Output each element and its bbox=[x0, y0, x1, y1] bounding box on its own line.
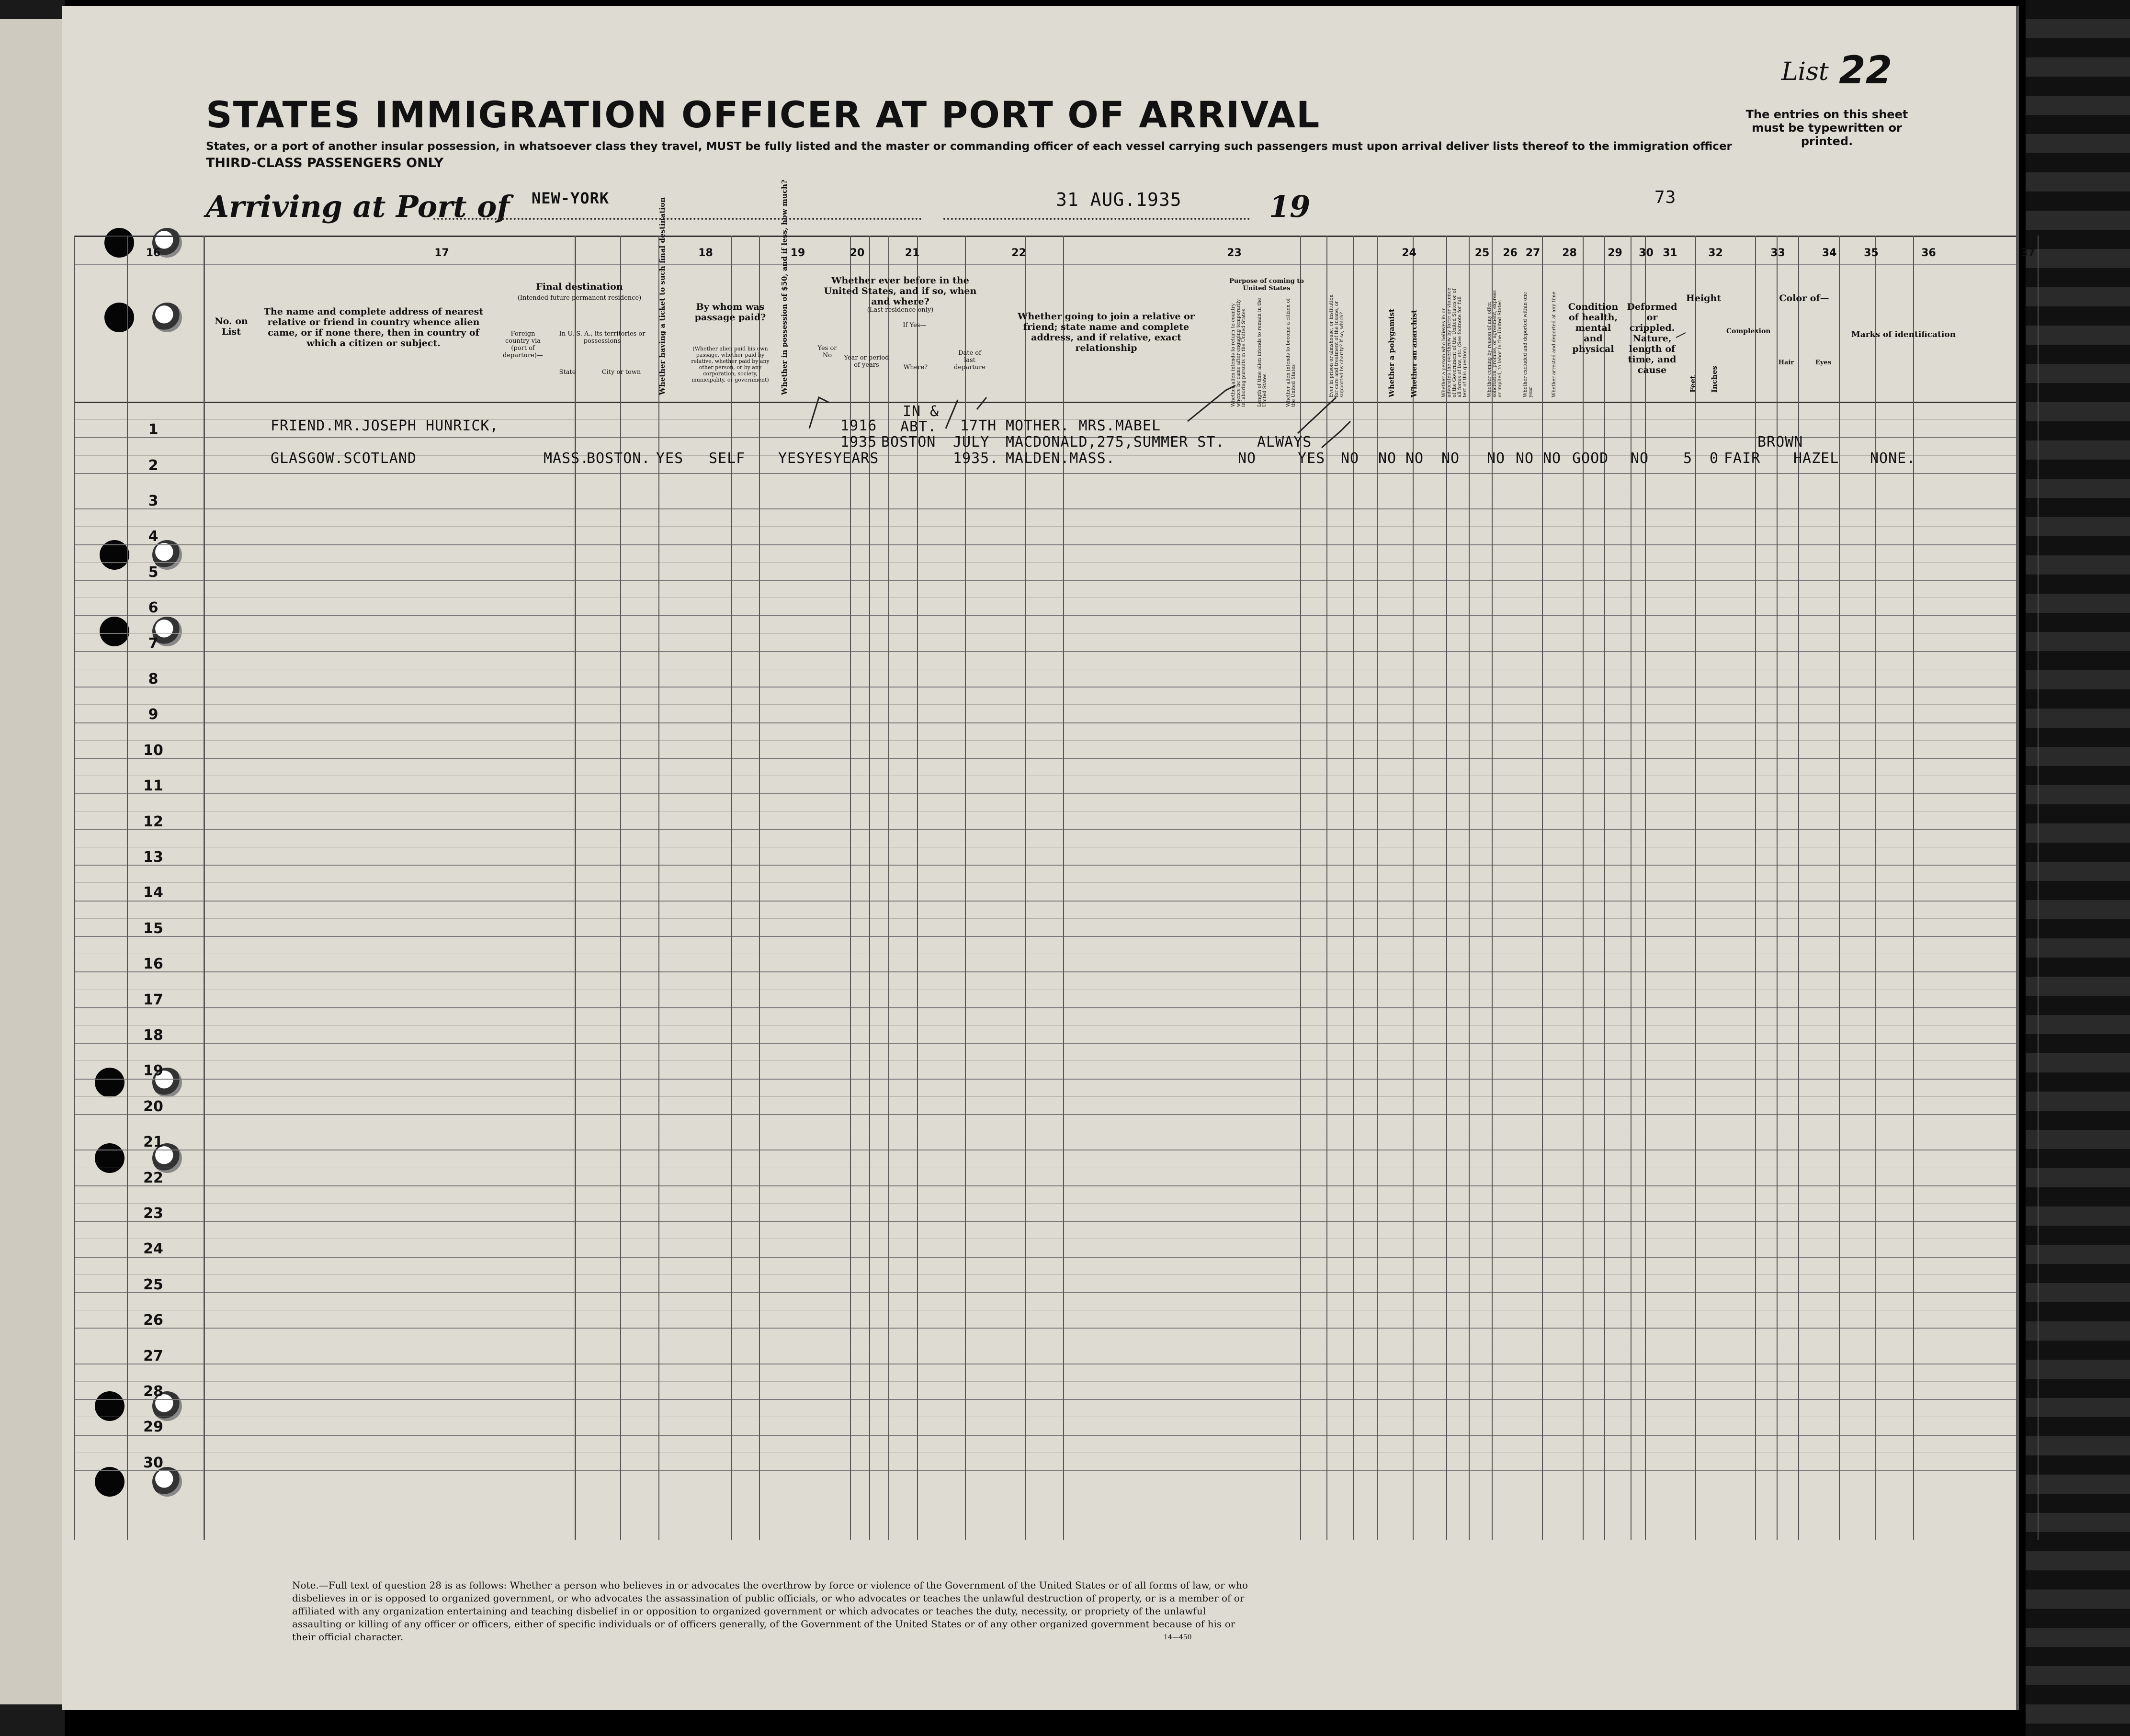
col23-header: Whether going to join a relative or friend; state name and complete address, and if relative, exact relationship bbox=[1018, 311, 1195, 353]
col32-header: Condition of health, mental and physical bbox=[1568, 302, 1619, 354]
row-rule bbox=[74, 758, 2016, 759]
entry-citizen-intent: YES bbox=[1298, 450, 1326, 467]
page-title: STATES IMMIGRATION OFFICER AT PORT OF ARRIVAL bbox=[206, 93, 1321, 136]
col28-header: Whether a person who believes in or advocates the overthrow by force or violence of the Government of the United States or of all forms of law, etc. (See footnote for full text of this question) bbox=[1441, 287, 1468, 397]
row-rule bbox=[74, 580, 2016, 581]
row-half-rule bbox=[74, 1025, 2016, 1026]
citizen-intent-header: Whether alien intends to become a citizen of the United States bbox=[1286, 298, 1296, 407]
row-number: 30 bbox=[143, 1454, 163, 1471]
entry-before: YES bbox=[805, 450, 833, 467]
row-rule bbox=[74, 651, 2016, 652]
row-rule bbox=[74, 1292, 2016, 1293]
column-number: 23 bbox=[1227, 247, 1242, 259]
row-number: 10 bbox=[143, 742, 163, 759]
col27-header: Whether an anarchist bbox=[1410, 309, 1418, 397]
row-number: 22 bbox=[143, 1169, 163, 1186]
city-header: City or town bbox=[601, 369, 641, 376]
row-number: 14 bbox=[143, 884, 163, 902]
column-number: 20 bbox=[850, 247, 865, 259]
departure-header: Date of last departure bbox=[954, 349, 986, 371]
column-number: 32 bbox=[1708, 247, 1723, 259]
form-number: 14—450 bbox=[1164, 1634, 1192, 1641]
column-number: 31 bbox=[1663, 247, 1677, 259]
return-intent-header: Whether alien intends to return to country whence he came after engaging temporarily in laboring pursuits in the United States bbox=[1231, 299, 1246, 407]
column-number: 26 bbox=[1503, 247, 1518, 259]
row-rule bbox=[74, 936, 2016, 937]
column-number: 22 bbox=[1011, 247, 1026, 259]
entry-departure-3: 1935. bbox=[953, 450, 999, 467]
year-prefix: 19 bbox=[1269, 189, 1311, 224]
entry-period-2: 1935 bbox=[840, 434, 877, 451]
row-number: 6 bbox=[148, 599, 159, 617]
col20-subheader: (Whether alien paid his own passage, whether paid by relative, whether paid by any other person, or by any corporation, society, municipality, or government) bbox=[691, 346, 770, 383]
row-half-rule bbox=[74, 1381, 2016, 1382]
entry-period-1: 1916 bbox=[840, 417, 877, 434]
eyes-header: Eyes bbox=[1815, 359, 1832, 366]
row-number: 1 bbox=[148, 421, 159, 439]
row-rule bbox=[74, 1114, 2016, 1115]
row-rule bbox=[74, 1185, 2016, 1186]
row-number: 19 bbox=[143, 1062, 163, 1080]
col18-header: Final destination bbox=[536, 282, 623, 292]
footnote-question-28: Note.—Full text of question 28 is as follows: Whether a person who believes in or advocates the overthrow by force or violence of the Government of the United States or of all forms of law, or who disbelieves in or is opposed to organized government, or who advocates the assassination of public officials, or who advocates or teaches the unlawful destruction of property, or is a member of or affiliated with any organization entertaining and teaching disbelief in or opposition to organized government or which advocates or teaches the duty, necessity, or propriety of the unlawful assaulting or killing of any officer or officers, either of specific individuals or of officers generally, of the Government of the United States or of any other organized government because of his or their official character. bbox=[292, 1579, 1248, 1643]
column-number: 17 bbox=[434, 247, 449, 259]
col33-header: Deformed or crippled. Nature, length of time, and cause bbox=[1627, 302, 1677, 375]
length-stay-header: Length of time alien intends to remain in the United States bbox=[1257, 298, 1268, 407]
col37-header: Marks of identification bbox=[1851, 330, 1956, 339]
row-number: 23 bbox=[143, 1205, 163, 1222]
row-half-rule bbox=[74, 633, 2016, 634]
list-label: List bbox=[1781, 57, 1829, 86]
row-number: 8 bbox=[148, 671, 159, 688]
port-value: NEW-YORK bbox=[532, 189, 610, 207]
row-rule bbox=[74, 544, 2016, 545]
row-rule bbox=[74, 1399, 2016, 1400]
col31-header: Whether arrested and deported at any time bbox=[1552, 291, 1557, 397]
row-number: 5 bbox=[148, 564, 159, 581]
hair-header: Hair bbox=[1778, 359, 1794, 366]
entry-health: GOOD bbox=[1572, 450, 1609, 467]
typewritten-note: The entries on this sheet must be typewritten or printed. bbox=[1745, 108, 1908, 148]
entry-complexion: FAIR bbox=[1724, 450, 1761, 467]
row-number: 24 bbox=[143, 1240, 163, 1258]
row-half-rule bbox=[74, 526, 2016, 527]
inches-header: Inches bbox=[1710, 366, 1719, 393]
column-number: 18 bbox=[698, 247, 713, 259]
if-yes-header: If Yes— bbox=[903, 322, 927, 329]
col18-subheader: (Intended future permanent residence) bbox=[517, 294, 642, 302]
col36-header: Color of— bbox=[1779, 293, 1829, 304]
row-number: 7 bbox=[148, 635, 159, 652]
entry-q30: NO bbox=[1516, 450, 1534, 467]
row-number: 28 bbox=[143, 1383, 163, 1400]
column-number: 29 bbox=[1608, 247, 1622, 259]
row-number: 21 bbox=[143, 1134, 163, 1151]
row-number: 3 bbox=[148, 493, 159, 509]
col34-header: Height bbox=[1686, 293, 1722, 304]
row-number: 18 bbox=[143, 1027, 163, 1044]
row-number: 9 bbox=[148, 706, 159, 723]
foreign-country-header: Foreign country via (port of departure)— bbox=[503, 330, 543, 359]
entry-paid-by: SELF bbox=[709, 450, 746, 467]
row-rule bbox=[74, 1043, 2016, 1044]
row-rule bbox=[74, 865, 2016, 866]
row-number: 4 bbox=[148, 528, 159, 545]
row-half-rule bbox=[74, 1096, 2016, 1097]
entry-hair: BROWN bbox=[1757, 434, 1803, 451]
header-instructions: States, or a port of another insular possession, in whatsoever class they travel, MUST be fully listed and the master or commanding officer of each vessel carrying such passengers must upon arrival deliver lists thereof to the immigration officer bbox=[206, 140, 1732, 153]
col30-header: Whether excluded and deported within one year bbox=[1523, 292, 1533, 397]
row-half-rule bbox=[74, 740, 2016, 741]
row-half-rule bbox=[74, 562, 2016, 563]
entry-return-intent: NO bbox=[1238, 450, 1257, 467]
row-number: 11 bbox=[143, 778, 163, 795]
row-half-rule bbox=[74, 704, 2016, 705]
col22-subheader: (Last residence only) bbox=[867, 306, 934, 314]
row-number: 26 bbox=[143, 1312, 163, 1329]
col26-header: Whether a polygamist bbox=[1387, 309, 1396, 397]
col22-header: Whether ever before in the United States, and if so, when and where? bbox=[824, 275, 977, 307]
row-number: 17 bbox=[143, 991, 163, 1008]
column-number: 37 bbox=[2020, 247, 2036, 259]
column-number: 33 bbox=[1770, 247, 1785, 259]
column-number: 16 bbox=[146, 247, 161, 259]
row-rule bbox=[74, 687, 2016, 688]
column-number: 28 bbox=[1562, 247, 1577, 259]
column-number: 27 bbox=[1525, 247, 1541, 259]
relative-line1: FRIEND.MR.JOSEPH HUNRICK, bbox=[271, 417, 499, 434]
entry-city: BOSTON. bbox=[587, 450, 651, 467]
col24-header: Purpose of coming to United States bbox=[1229, 278, 1304, 292]
where-header: Where? bbox=[903, 364, 928, 371]
col19-header: Whether having a ticket to such final destination bbox=[658, 197, 667, 395]
row-rule bbox=[74, 722, 2016, 723]
entry-prison: NO bbox=[1341, 450, 1360, 467]
entry-where-2: ABT. bbox=[900, 418, 937, 435]
row-rule bbox=[74, 1079, 2016, 1080]
row-rule bbox=[74, 1328, 2016, 1329]
col29-header: Whether coming by reason of any offer, solicitation, promise, or agreement, express or implied, to labor in the United States bbox=[1487, 290, 1503, 397]
entry-period-3: YEARS bbox=[833, 450, 879, 467]
entry-join-3: MALDEN.MASS. bbox=[1006, 450, 1115, 467]
page-number: 73 bbox=[1654, 188, 1677, 207]
row-rule bbox=[74, 615, 2016, 616]
row-rule bbox=[74, 1435, 2016, 1436]
col21-header: Whether in possession of $50, and if less, how much? bbox=[780, 180, 789, 395]
row-rule bbox=[74, 1470, 2016, 1471]
row-number: 25 bbox=[143, 1276, 163, 1293]
arriving-label: Arriving at Port of bbox=[206, 189, 510, 224]
entry-state: MASS. bbox=[544, 450, 589, 467]
column-number: 34 bbox=[1822, 247, 1837, 259]
entry-money: YES bbox=[778, 450, 806, 467]
yes-no-header: Yes or No bbox=[817, 345, 837, 359]
entry-departure-2: JULY bbox=[953, 434, 990, 451]
list-number: 22 bbox=[1839, 48, 1892, 92]
row-number: 13 bbox=[143, 849, 163, 866]
class-label: THIRD-CLASS PASSENGERS ONLY bbox=[206, 156, 444, 170]
entry-q31: NO bbox=[1543, 450, 1562, 467]
entry-departure-1: 17TH bbox=[960, 417, 997, 434]
entry-where-3: BOSTON bbox=[881, 434, 936, 451]
row-half-rule bbox=[74, 1203, 2016, 1204]
row-number: 15 bbox=[143, 920, 163, 937]
entry-join-1: MOTHER. MRS.MABEL bbox=[1006, 417, 1161, 434]
column-number: 21 bbox=[905, 247, 920, 259]
entry-eyes: HAZEL bbox=[1793, 450, 1839, 467]
entry-q29: NO bbox=[1487, 450, 1506, 467]
entry-marks: NONE. bbox=[1870, 450, 1916, 467]
row-rule bbox=[74, 1221, 2016, 1222]
column-number: 24 bbox=[1402, 247, 1416, 259]
row-half-rule bbox=[74, 882, 2016, 883]
row-rule bbox=[74, 508, 2016, 509]
check-marks bbox=[0, 0, 2130, 479]
row-rule bbox=[74, 1257, 2016, 1258]
row-number: 27 bbox=[143, 1347, 163, 1364]
entry-where-1: IN & bbox=[903, 403, 940, 420]
entry-length-stay: ALWAYS bbox=[1257, 434, 1312, 451]
entry-anarchist: NO bbox=[1405, 450, 1424, 467]
row-half-rule bbox=[74, 1274, 2016, 1275]
row-number: 20 bbox=[143, 1098, 163, 1115]
row-number: 16 bbox=[143, 956, 163, 973]
entry-ticket: YES bbox=[656, 450, 684, 467]
row-half-rule bbox=[74, 597, 2016, 598]
row-rule bbox=[74, 1007, 2016, 1008]
row-number: 29 bbox=[143, 1419, 163, 1436]
state-header: State bbox=[559, 369, 576, 376]
entry-deformed: NO bbox=[1631, 450, 1649, 467]
row-rule bbox=[74, 901, 2016, 902]
column-number: 35 bbox=[1864, 247, 1879, 259]
row-rule bbox=[74, 793, 2016, 794]
in-usa-header: In U. S. A., its territories or possessions bbox=[559, 330, 646, 345]
row-half-rule bbox=[74, 1060, 2016, 1061]
row-number: 2 bbox=[148, 457, 159, 474]
column-number: 36 bbox=[1921, 247, 1936, 259]
entry-join-2: MACDONALD,275,SUMMER ST. bbox=[1006, 434, 1225, 451]
column-number: 30 bbox=[1639, 247, 1654, 259]
column-number: 19 bbox=[790, 247, 805, 259]
period-header: Year or period of years bbox=[844, 354, 889, 369]
relative-line2: GLASGOW.SCOTLAND bbox=[271, 450, 417, 467]
entry-inches: 0 bbox=[1710, 450, 1719, 467]
col16-header: No. on List bbox=[215, 316, 248, 337]
col17-header: The name and complete address of nearest relative or friend in country whence alien came, or if none there, then in country of which a citizen or subject. bbox=[263, 306, 484, 349]
col20-header: By whom was passage paid? bbox=[694, 302, 766, 323]
feet-header: Feet bbox=[1688, 375, 1697, 393]
col25-header: Ever in prison or almshouse, or institution for care and treatment of the insane, or supported by charity? If so, which? bbox=[1329, 294, 1345, 397]
row-number: 12 bbox=[143, 813, 163, 830]
entry-q28: NO bbox=[1441, 450, 1460, 467]
row-rule bbox=[74, 829, 2016, 830]
column-number: 25 bbox=[1474, 247, 1490, 259]
date-stamp: 31 AUG.1935 bbox=[1056, 189, 1182, 210]
entry-feet: 5 bbox=[1683, 450, 1693, 467]
row-half-rule bbox=[74, 918, 2016, 919]
row-rule bbox=[74, 971, 2016, 972]
entry-polygamist: NO bbox=[1378, 450, 1397, 467]
col35-header: Complexion bbox=[1726, 327, 1771, 335]
